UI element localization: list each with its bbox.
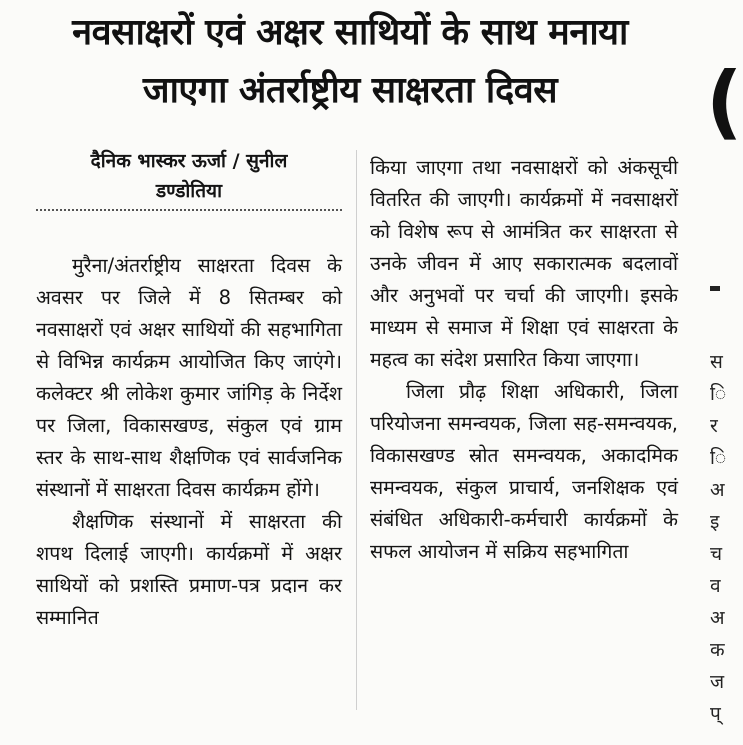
adjacent-article-fragment bbox=[700, 0, 743, 745]
left-paragraph-1: मुरैना/अंतर्राष्ट्रीय साक्षरता दिवस के अवसर पर जिले में 8 सितम्बर को नवसाक्षरों एवं अक्षर साथियों की सहभागिता से विभिन्न कार्यक्रम आयोजित किए जाएंगे। कलेक्टर श्री लोकेश कुमार जांगिड़ के निर्देश पर जिला, विकासखण्ड, संकुल एवं ग्राम स्तर के साथ-साथ शैक्षणिक एवं सार्वजनिक संस्थानों में साक्षरता दिवस कार्यक्रम होंगे। bbox=[36, 254, 342, 501]
left-column bbox=[36, 250, 342, 634]
left-paragraph-2: शैक्षणिक संस्थानों में साक्षरता की शपथ दिलाई जाएगी। कार्यक्रमों में अक्षर साथियों को प्रशस्ति प्रमाण-पत्र प्रदान कर सम्मानित bbox=[36, 510, 342, 629]
right-column bbox=[370, 152, 678, 568]
adjacent-char: ज bbox=[710, 671, 725, 693]
adjacent-char: व bbox=[710, 575, 721, 597]
adjacent-char: ि bbox=[710, 447, 727, 469]
adjacent-char: स bbox=[710, 351, 723, 373]
adjacent-rule bbox=[710, 286, 720, 291]
byline bbox=[36, 146, 342, 206]
headline bbox=[0, 4, 700, 120]
byline-line-2: डण्डोतिया bbox=[156, 180, 222, 202]
adjacent-char: अ bbox=[710, 607, 725, 629]
adjacent-headline-glyph: ( bbox=[706, 55, 743, 148]
adjacent-char: ि bbox=[710, 383, 727, 405]
right-paragraph-1: किया जाएगा तथा नवसाक्षरों को अंकसूची वितरित की जाएगी। कार्यक्रमों में नवसाक्षरों को विशेष रूप से आमंत्रित कर साक्षरता से उनके जीवन में आए सकारात्मक बदलावों और अनुभवों पर चर्चा की जाएगी। इसके माध्यम से समाज में शिक्षा एवं साक्षरता के महत्व का संदेश प्रसारित किया जाएगा। bbox=[370, 156, 678, 371]
right-paragraph-2: जिला प्रौढ़ शिक्षा अधिकारी, जिला परियोजना समन्वयक, जिला सह-समन्वयक, विकासखण्ड स्रोत समन्वयक, अकादमिक समन्वयक, संकुल प्राचार्य, जनशिक्षक एवं संबंधित अधिकारी-कर्मचारी कार्यक्रमों के सफल आयोजन में सक्रिय सहभागिता bbox=[370, 380, 678, 563]
byline-line-1: दैनिक भास्कर ऊर्जा / सुनील bbox=[90, 150, 288, 172]
column-divider bbox=[356, 150, 357, 710]
adjacent-char: र bbox=[710, 415, 718, 437]
headline-line-2: जाएगा अंतर्राष्ट्रीय साक्षरता दिवस bbox=[142, 70, 558, 111]
adjacent-char: इ bbox=[710, 511, 720, 533]
adjacent-char: अ bbox=[710, 479, 725, 501]
adjacent-char: च bbox=[710, 543, 723, 565]
headline-line-1: नवसाक्षरों एवं अक्षर साथियों के साथ मनाया bbox=[72, 12, 628, 53]
byline-divider bbox=[36, 209, 342, 211]
adjacent-char: प् bbox=[710, 703, 721, 725]
adjacent-char: क bbox=[710, 639, 725, 661]
